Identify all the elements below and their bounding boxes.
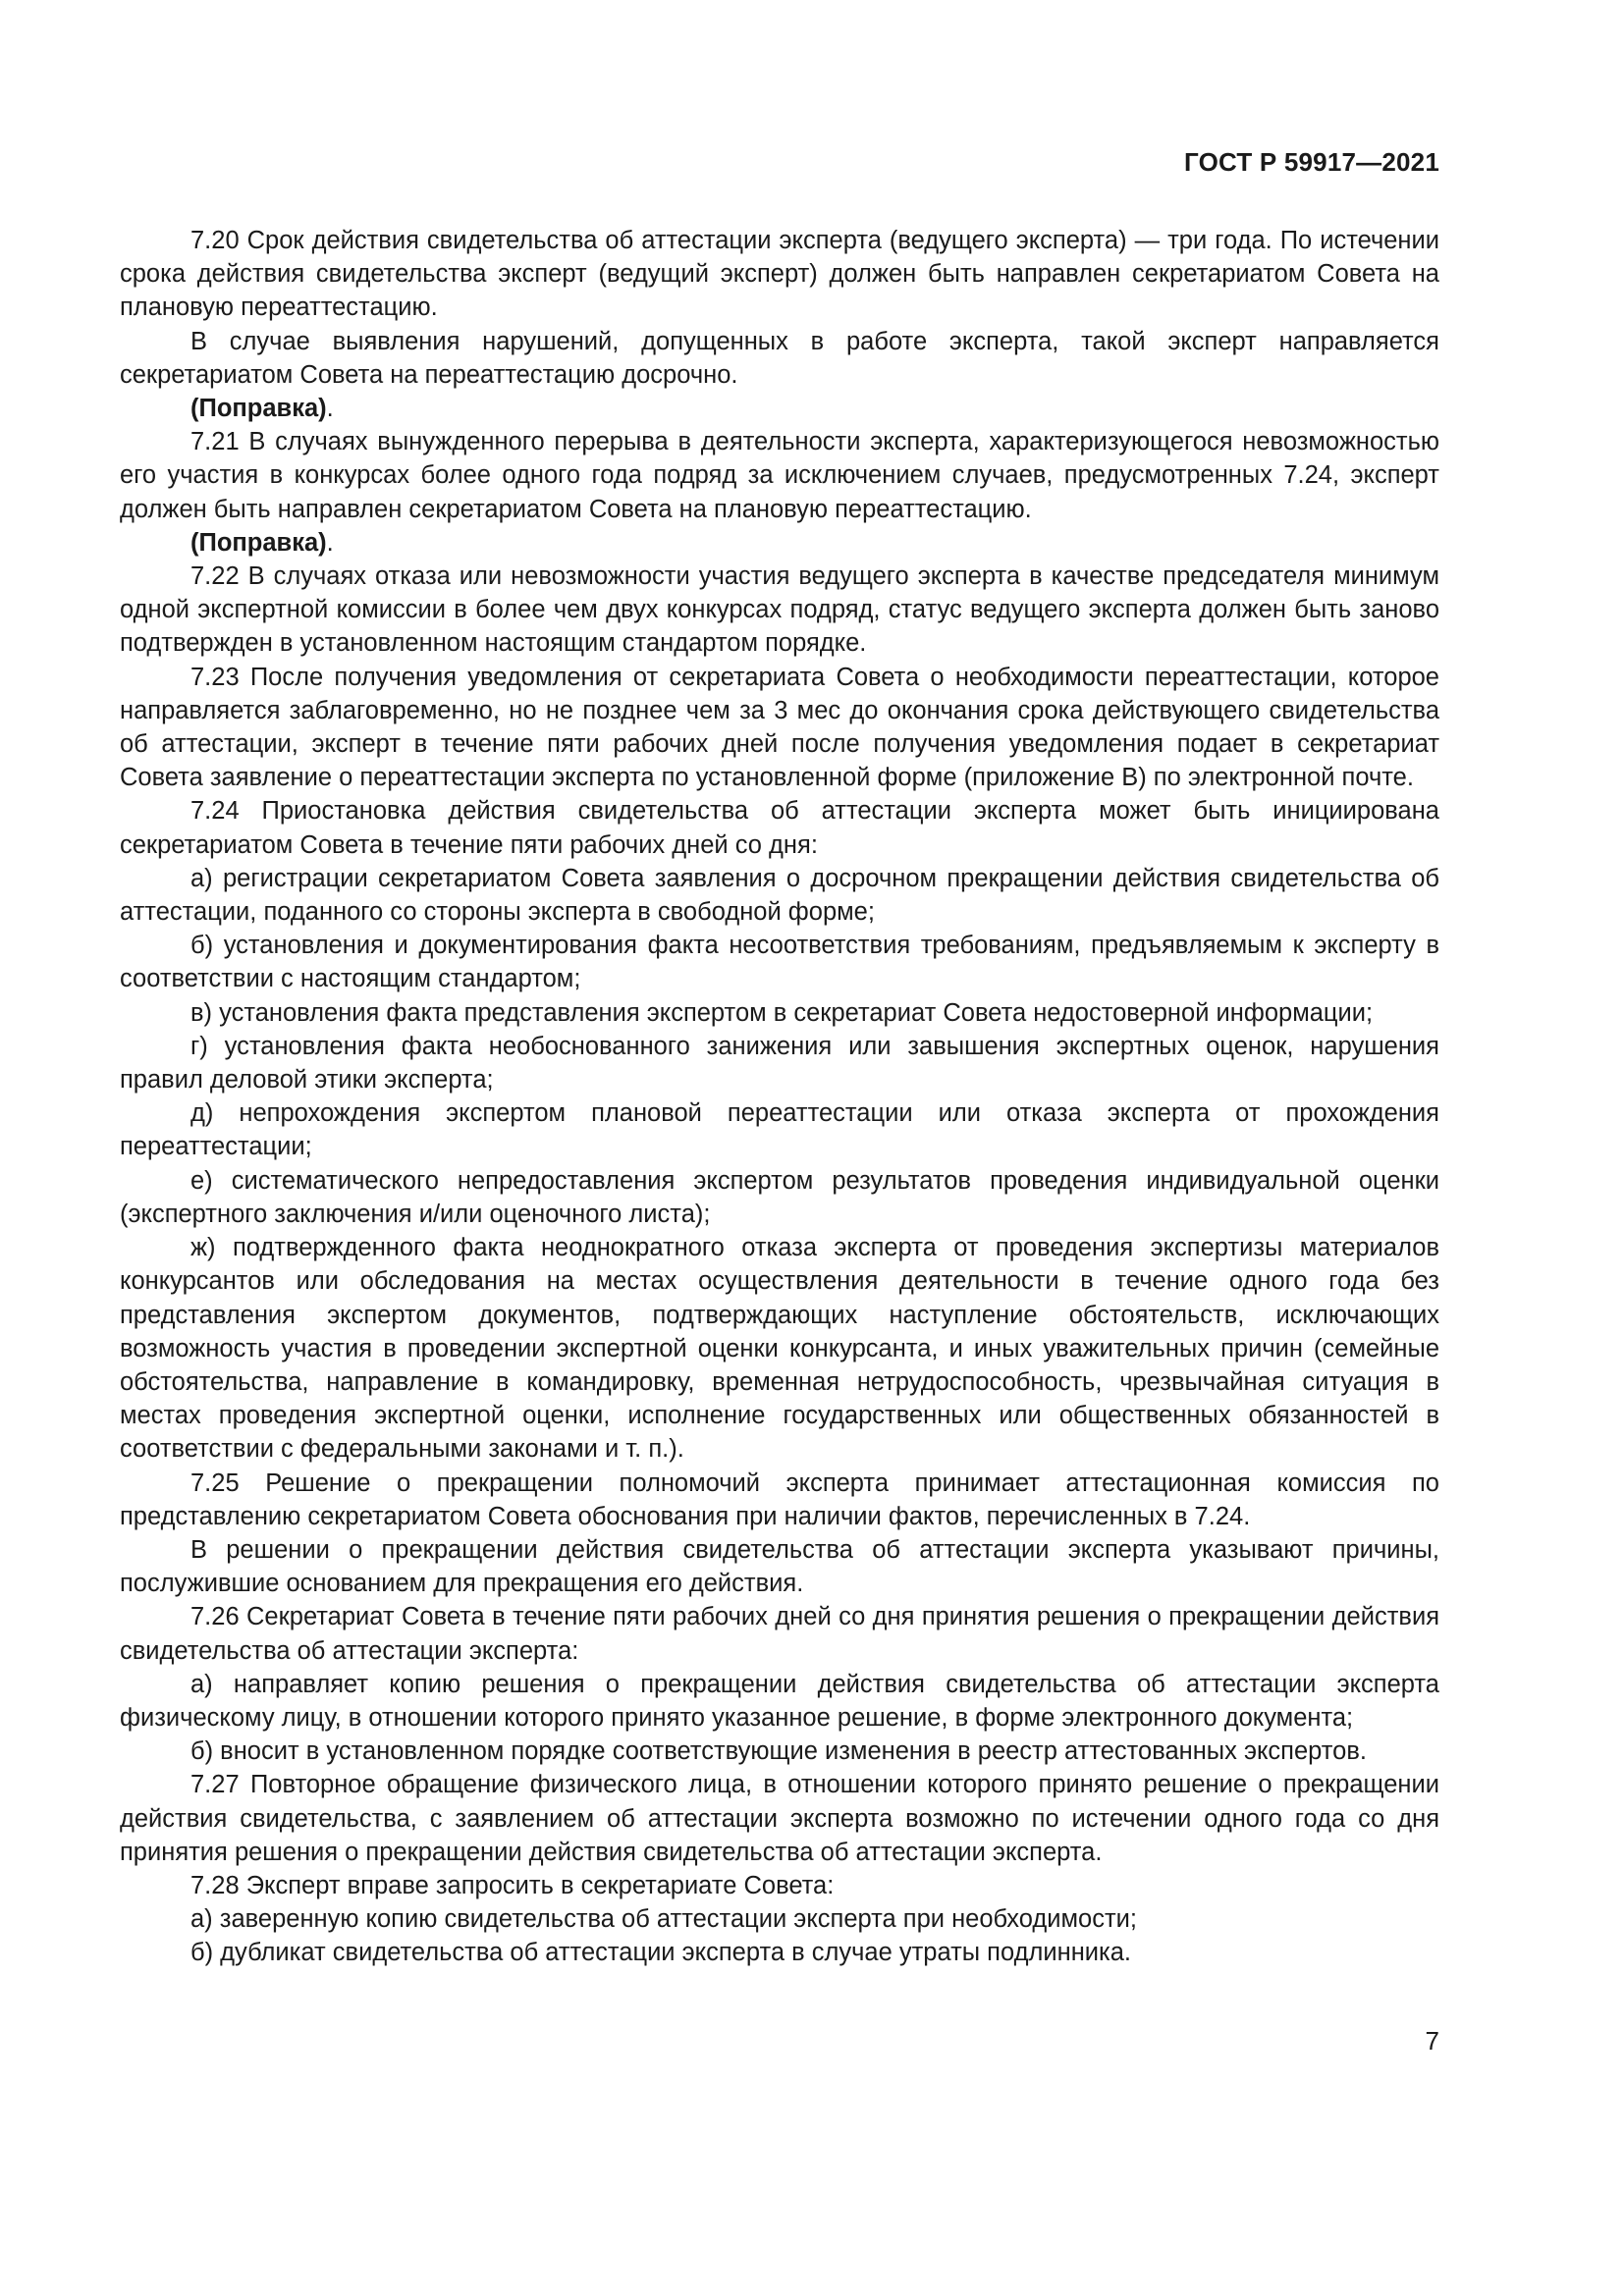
amendment-label: (Поправка) [190,528,327,557]
clause-7-24-item-a: а) регистрации секретариатом Совета заявления о досрочном прекращении действия свидетельства об аттестации, поданного со стороны эксперта в свободной форме; [120,864,1439,927]
standard-designation: ГОСТ Р 59917—2021 [1184,147,1439,177]
clause-7-23: 7.23 После получения уведомления от секретариата Совета о необходимости переаттестации, которое направляется заблаговременно, но не позднее чем за 3 мес до окончания срока действующего свидетельства об аттестации, эксперт в течение пяти рабочих дней после получения уведомления подает в секретариат Совета заявление о переаттестации эксперта по установленной форме (приложение В) по электронной почте. [120,663,1439,792]
clause-7-26-item-b: б) вносит в установленном порядке соответствующие изменения в реестр аттестованных экспертов. [190,1737,1367,1766]
clause-7-26-item-a: а) направляет копию решения о прекращении действия свидетельства об аттестации эксперта физическому лицу, в отношении которого принято указанное решение, в форме электронного документа; [120,1670,1439,1732]
clause-7-24-item-v: в) установления факта представления экспертом в секретариат Совета недостоверной информации; [190,998,1374,1027]
clause-7-25: 7.25 Решение о прекращении полномочий эксперта принимает аттестационная комиссия по представлению секретариатом Совета обоснования при наличии фактов, перечисленных в 7.24. [120,1468,1439,1530]
page-number: 7 [1425,2026,1439,2056]
clause-7-24: 7.24 Приостановка действия свидетельства об аттестации эксперта может быть инициирована секретариатом Совета в течение пяти рабочих дней со дня: [120,797,1439,859]
clause-7-22: 7.22 В случаях отказа или невозможности участия ведущего эксперта в качестве председателя минимум одной экспертной комиссии в более чем двух конкурсах подряд, статус ведущего эксперта должен быть заново подтвержден в установленном настоящим стандартом порядке. [120,562,1439,658]
clause-7-28-item-a: а) заверенную копию свидетельства об аттестации эксперта при необходимости; [190,1905,1137,1934]
clause-7-24-item-d: д) непрохождения экспертом плановой переаттестации или отказа эксперта от прохождения переаттестации; [120,1099,1439,1161]
amendment-note: (Поправка). [190,528,334,557]
clause-7-24-item-zh: ж) подтвержденного факта неоднократного отказа эксперта от проведения экспертизы материалов конкурсантов или обследования на местах осуществления деятельности в течение одного года без представления экспертом документов, подтверждающих наступление обстоятельств, исключающих возможность участия в проведении экспертной оценки конкурсанта, и иных уважительных причин (семейные обстоятельства, направление в командировку, временная нетрудоспособность, чрезвычайная ситуация в местах проведения экспертной оценки, исполнение государственных или общественных обязанностей в соответствии с федеральными законами и т. п.). [120,1234,1439,1464]
clause-7-24-item-g: г) установления факта необоснованного занижения или завышения экспертных оценок, нарушения правил деловой этики эксперта; [120,1032,1439,1095]
clause-7-21: 7.21 В случаях вынужденного перерыва в деятельности эксперта, характеризующегося невозможностью его участия в конкурсах более одного года подряд за исключением случаев, предусмотренных 7.24, эксперт должен быть направлен секретариатом Совета на плановую переаттестацию. [120,428,1439,523]
clause-7-24-item-b: б) установления и документирования факта несоответствия требованиям, предъявляемым к эксперту в соответствии с настоящим стандартом; [120,932,1439,993]
amendment-note: (Поправка). [190,395,334,423]
clause-7-28-item-b: б) дубликат свидетельства об аттестации эксперта в случае утраты подлинника. [190,1939,1132,1967]
amendment-label: (Поправка) [190,395,327,423]
clause-7-20: 7.20 Срок действия свидетельства об аттестации эксперта (ведущего эксперта) — три года. По истечении срока действия свидетельства эксперт (ведущий эксперт) должен быть направлен секретариатом Совета на плановую переаттестацию. [120,227,1439,322]
clause-7-27: 7.27 Повторное обращение физического лица, в отношении которого принято решение о прекращении действия свидетельства, с заявлением об аттестации эксперта возможно по истечении одного года со дня принятия решения о прекращении действия свидетельства об аттестации эксперта. [120,1771,1439,1866]
clause-7-26: 7.26 Секретариат Совета в течение пяти рабочих дней со дня принятия решения о прекращении действия свидетельства об аттестации эксперта: [120,1603,1439,1665]
clause-7-28: 7.28 Эксперт вправе запросить в секретариате Совета: [190,1871,835,1899]
clause-7-20-violations: В случае выявления нарушений, допущенных в работе эксперта, такой эксперт направляется секретариатом Совета на переаттестацию досрочно. [120,327,1439,389]
clause-7-25-reasons: В решении о прекращении действия свидетельства об аттестации эксперта указывают причины, послужившие основанием для прекращения его действия. [120,1535,1439,1598]
clause-7-24-item-e: е) систематического непредоставления экспертом результатов проведения индивидуальной оценки (экспертного заключения и/или оценочного листа); [120,1166,1439,1228]
document-body [120,224,1439,1970]
